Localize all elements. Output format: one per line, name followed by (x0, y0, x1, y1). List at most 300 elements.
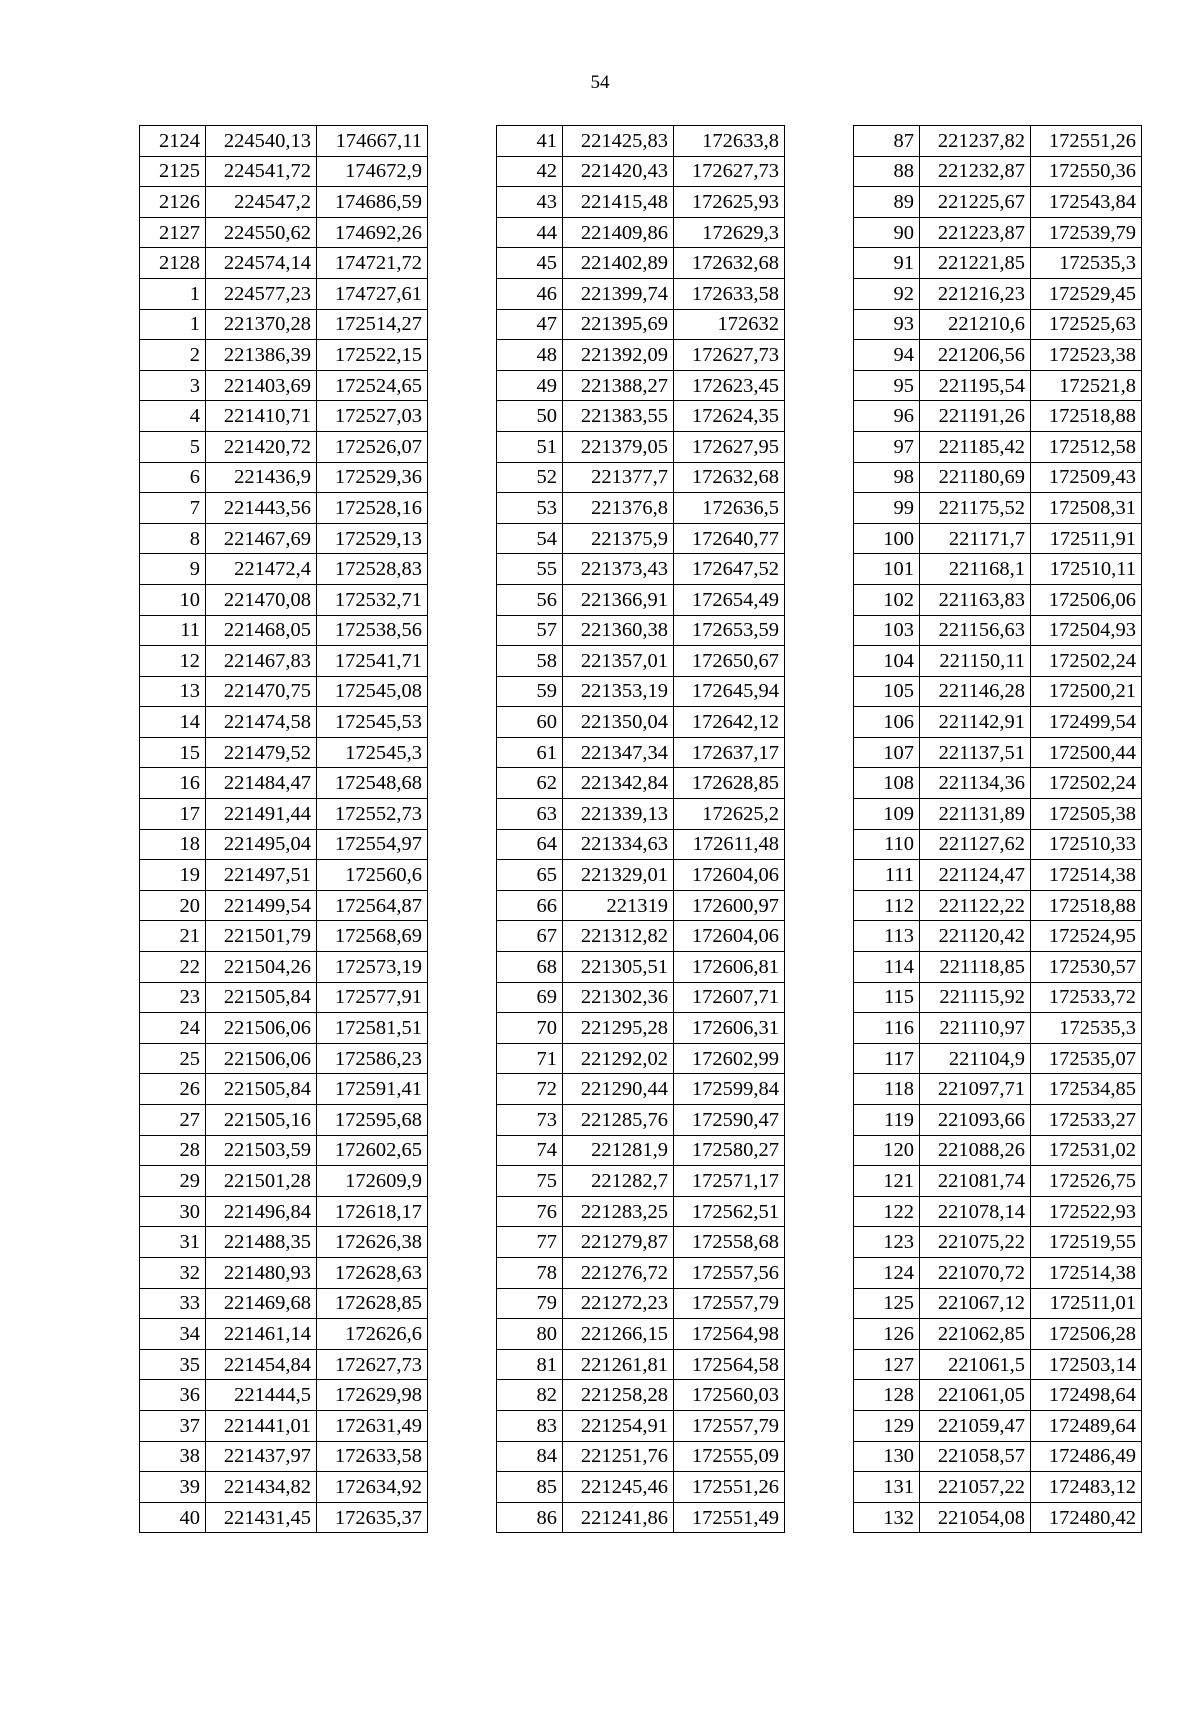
y-coordinate-cell: 172508,31 (1031, 493, 1142, 524)
point-number-cell: 122 (854, 1196, 920, 1227)
x-coordinate-cell: 221142,91 (920, 707, 1031, 738)
point-number-cell: 131 (854, 1472, 920, 1503)
point-number-cell: 73 (497, 1105, 563, 1136)
y-coordinate-cell: 172602,65 (317, 1135, 428, 1166)
table-row (854, 126, 1142, 157)
y-coordinate-cell: 172568,69 (317, 921, 428, 952)
y-coordinate-cell: 174667,11 (317, 126, 428, 157)
y-coordinate-cell: 172628,85 (674, 768, 785, 799)
x-coordinate-cell: 221395,69 (563, 309, 674, 340)
table-row (854, 646, 1142, 677)
y-coordinate-cell: 172642,12 (674, 707, 785, 738)
point-number-cell: 26 (140, 1074, 206, 1105)
point-number-cell: 125 (854, 1288, 920, 1319)
x-coordinate-cell: 221120,42 (920, 921, 1031, 952)
table-row (497, 1380, 785, 1411)
point-number-cell: 53 (497, 493, 563, 524)
table-row (854, 1380, 1142, 1411)
point-number-cell: 127 (854, 1349, 920, 1380)
y-coordinate-cell: 172634,92 (317, 1472, 428, 1503)
table-row (497, 523, 785, 554)
table-row (140, 1074, 428, 1105)
y-coordinate-cell: 172500,44 (1031, 737, 1142, 768)
point-number-cell: 88 (854, 156, 920, 187)
table-row (497, 309, 785, 340)
point-number-cell: 54 (497, 523, 563, 554)
y-coordinate-cell: 172627,95 (674, 431, 785, 462)
point-number-cell: 15 (140, 737, 206, 768)
point-number-cell: 104 (854, 646, 920, 677)
y-coordinate-cell: 172631,49 (317, 1410, 428, 1441)
x-coordinate-cell: 221441,01 (206, 1410, 317, 1441)
x-coordinate-cell: 221350,04 (563, 707, 674, 738)
y-coordinate-cell: 172525,63 (1031, 309, 1142, 340)
page-number: 54 (590, 72, 610, 93)
table-row (497, 493, 785, 524)
table-row (497, 1410, 785, 1441)
x-coordinate-cell: 221472,4 (206, 554, 317, 585)
y-coordinate-cell: 172628,63 (317, 1257, 428, 1288)
point-number-cell: 114 (854, 952, 920, 983)
table-row (497, 187, 785, 218)
x-coordinate-cell: 221097,71 (920, 1074, 1031, 1105)
x-coordinate-cell: 224577,23 (206, 278, 317, 309)
table-row (497, 248, 785, 279)
x-coordinate-cell: 221461,14 (206, 1319, 317, 1350)
point-number-cell: 31 (140, 1227, 206, 1258)
table-row (497, 1074, 785, 1105)
table-row (497, 952, 785, 983)
point-number-cell: 116 (854, 1013, 920, 1044)
point-number-cell: 110 (854, 829, 920, 860)
point-number-cell: 10 (140, 584, 206, 615)
table-row (497, 278, 785, 309)
point-number-cell: 78 (497, 1257, 563, 1288)
y-coordinate-cell: 172560,6 (317, 860, 428, 891)
x-coordinate-cell: 221115,92 (920, 982, 1031, 1013)
y-coordinate-cell: 172625,93 (674, 187, 785, 218)
point-number-cell: 8 (140, 523, 206, 554)
x-coordinate-cell: 221434,82 (206, 1472, 317, 1503)
table-row (854, 584, 1142, 615)
point-number-cell: 16 (140, 768, 206, 799)
y-coordinate-cell: 172545,3 (317, 737, 428, 768)
table-row (140, 1043, 428, 1074)
table-row (854, 431, 1142, 462)
x-coordinate-cell: 224540,13 (206, 126, 317, 157)
x-coordinate-cell: 221431,45 (206, 1502, 317, 1533)
x-coordinate-cell: 221195,54 (920, 370, 1031, 401)
x-coordinate-cell: 221474,58 (206, 707, 317, 738)
point-number-cell: 117 (854, 1043, 920, 1074)
table-row (854, 1196, 1142, 1227)
point-number-cell: 121 (854, 1166, 920, 1197)
y-coordinate-cell: 172573,19 (317, 952, 428, 983)
table-row (497, 156, 785, 187)
coordinates-table-2 (496, 125, 785, 1533)
table-row (140, 921, 428, 952)
y-coordinate-cell: 172654,49 (674, 584, 785, 615)
y-coordinate-cell: 172653,59 (674, 615, 785, 646)
x-coordinate-cell: 221302,36 (563, 982, 674, 1013)
table-row (497, 462, 785, 493)
x-coordinate-cell: 221470,08 (206, 584, 317, 615)
y-coordinate-cell: 172480,42 (1031, 1502, 1142, 1533)
point-number-cell: 49 (497, 370, 563, 401)
y-coordinate-cell: 172577,91 (317, 982, 428, 1013)
table-row (854, 187, 1142, 218)
point-number-cell: 39 (140, 1472, 206, 1503)
point-number-cell: 52 (497, 462, 563, 493)
point-number-cell: 24 (140, 1013, 206, 1044)
table-row (497, 584, 785, 615)
x-coordinate-cell: 221292,02 (563, 1043, 674, 1074)
table-row (854, 829, 1142, 860)
y-coordinate-cell: 172518,88 (1031, 401, 1142, 432)
x-coordinate-cell: 221137,51 (920, 737, 1031, 768)
y-coordinate-cell: 172604,06 (674, 921, 785, 952)
y-coordinate-cell: 172550,36 (1031, 156, 1142, 187)
y-coordinate-cell: 172555,09 (674, 1441, 785, 1472)
y-coordinate-cell: 172510,33 (1031, 829, 1142, 860)
table-row (140, 860, 428, 891)
point-number-cell: 84 (497, 1441, 563, 1472)
x-coordinate-cell: 221276,72 (563, 1257, 674, 1288)
table-row (497, 1227, 785, 1258)
table-row (497, 217, 785, 248)
table-row (497, 340, 785, 371)
x-coordinate-cell: 221312,82 (563, 921, 674, 952)
table-row (497, 1196, 785, 1227)
x-coordinate-cell: 221319 (563, 890, 674, 921)
table-row (140, 615, 428, 646)
point-number-cell: 67 (497, 921, 563, 952)
y-coordinate-cell: 172581,51 (317, 1013, 428, 1044)
x-coordinate-cell: 221484,47 (206, 768, 317, 799)
x-coordinate-cell: 221506,06 (206, 1013, 317, 1044)
point-number-cell: 36 (140, 1380, 206, 1411)
x-coordinate-cell: 221491,44 (206, 799, 317, 830)
table-row (854, 1043, 1142, 1074)
coordinates-table-3 (853, 125, 1142, 1533)
y-coordinate-cell: 172483,12 (1031, 1472, 1142, 1503)
table-row (140, 1472, 428, 1503)
x-coordinate-cell: 221081,74 (920, 1166, 1031, 1197)
y-coordinate-cell: 172624,35 (674, 401, 785, 432)
y-coordinate-cell: 172526,07 (317, 431, 428, 462)
point-number-cell: 103 (854, 615, 920, 646)
x-coordinate-cell: 221501,79 (206, 921, 317, 952)
y-coordinate-cell: 172626,38 (317, 1227, 428, 1258)
y-coordinate-cell: 172529,13 (317, 523, 428, 554)
table-row (497, 982, 785, 1013)
x-coordinate-cell: 221470,75 (206, 676, 317, 707)
y-coordinate-cell: 172607,71 (674, 982, 785, 1013)
x-coordinate-cell: 221383,55 (563, 401, 674, 432)
table-row (497, 707, 785, 738)
point-number-cell: 132 (854, 1502, 920, 1533)
y-coordinate-cell: 172502,24 (1031, 646, 1142, 677)
point-number-cell: 17 (140, 799, 206, 830)
y-coordinate-cell: 172489,64 (1031, 1410, 1142, 1441)
point-number-cell: 72 (497, 1074, 563, 1105)
x-coordinate-cell: 221254,91 (563, 1410, 674, 1441)
point-number-cell: 63 (497, 799, 563, 830)
y-coordinate-cell: 172511,91 (1031, 523, 1142, 554)
y-coordinate-cell: 172551,49 (674, 1502, 785, 1533)
table-row (140, 952, 428, 983)
table-row (854, 952, 1142, 983)
point-number-cell: 58 (497, 646, 563, 677)
point-number-cell: 5 (140, 431, 206, 462)
table-row (140, 1135, 428, 1166)
point-number-cell: 101 (854, 554, 920, 585)
x-coordinate-cell: 221410,71 (206, 401, 317, 432)
table-row (854, 1441, 1142, 1472)
table-row (140, 1288, 428, 1319)
x-coordinate-cell: 221499,54 (206, 890, 317, 921)
point-number-cell: 3 (140, 370, 206, 401)
point-number-cell: 65 (497, 860, 563, 891)
point-number-cell: 86 (497, 1502, 563, 1533)
x-coordinate-cell: 221420,72 (206, 431, 317, 462)
x-coordinate-cell: 221443,56 (206, 493, 317, 524)
point-number-cell: 43 (497, 187, 563, 218)
table-row (854, 799, 1142, 830)
table-row (854, 493, 1142, 524)
y-coordinate-cell: 172545,08 (317, 676, 428, 707)
point-number-cell: 77 (497, 1227, 563, 1258)
y-coordinate-cell: 172571,17 (674, 1166, 785, 1197)
y-coordinate-cell: 172604,06 (674, 860, 785, 891)
table-row (854, 737, 1142, 768)
y-coordinate-cell: 172535,07 (1031, 1043, 1142, 1074)
x-coordinate-cell: 221131,89 (920, 799, 1031, 830)
y-coordinate-cell: 172524,65 (317, 370, 428, 401)
y-coordinate-cell: 172522,15 (317, 340, 428, 371)
x-coordinate-cell: 221062,85 (920, 1319, 1031, 1350)
y-coordinate-cell: 172618,17 (317, 1196, 428, 1227)
table-row (140, 829, 428, 860)
table-row (497, 1166, 785, 1197)
point-number-cell: 95 (854, 370, 920, 401)
y-coordinate-cell: 172599,84 (674, 1074, 785, 1105)
point-number-cell: 2126 (140, 187, 206, 218)
y-coordinate-cell: 172557,56 (674, 1257, 785, 1288)
y-coordinate-cell: 172529,45 (1031, 278, 1142, 309)
point-number-cell: 102 (854, 584, 920, 615)
point-number-cell: 34 (140, 1319, 206, 1350)
y-coordinate-cell: 172499,54 (1031, 707, 1142, 738)
x-coordinate-cell: 221454,84 (206, 1349, 317, 1380)
x-coordinate-cell: 221059,47 (920, 1410, 1031, 1441)
table-row (497, 126, 785, 157)
y-coordinate-cell: 172511,01 (1031, 1288, 1142, 1319)
table-row (140, 248, 428, 279)
y-coordinate-cell: 172514,38 (1031, 860, 1142, 891)
table-row (497, 890, 785, 921)
table-row (854, 1166, 1142, 1197)
coordinates-table-1 (139, 125, 428, 1533)
point-number-cell: 71 (497, 1043, 563, 1074)
x-coordinate-cell: 221479,52 (206, 737, 317, 768)
point-number-cell: 23 (140, 982, 206, 1013)
point-number-cell: 89 (854, 187, 920, 218)
x-coordinate-cell: 221088,26 (920, 1135, 1031, 1166)
x-coordinate-cell: 221150,11 (920, 646, 1031, 677)
x-coordinate-cell: 224574,14 (206, 248, 317, 279)
table-row (497, 737, 785, 768)
y-coordinate-cell: 172530,57 (1031, 952, 1142, 983)
table-row (497, 921, 785, 952)
point-number-cell: 50 (497, 401, 563, 432)
table-row (854, 982, 1142, 1013)
point-number-cell: 96 (854, 401, 920, 432)
point-number-cell: 119 (854, 1105, 920, 1136)
table-row (140, 1196, 428, 1227)
table-row (497, 829, 785, 860)
table-row (140, 1502, 428, 1533)
y-coordinate-cell: 174686,59 (317, 187, 428, 218)
point-number-cell: 2125 (140, 156, 206, 187)
point-number-cell: 1 (140, 278, 206, 309)
table-row (854, 1349, 1142, 1380)
point-number-cell: 9 (140, 554, 206, 585)
point-number-cell: 99 (854, 493, 920, 524)
point-number-cell: 97 (854, 431, 920, 462)
point-number-cell: 7 (140, 493, 206, 524)
y-coordinate-cell: 172562,51 (674, 1196, 785, 1227)
x-coordinate-cell: 221342,84 (563, 768, 674, 799)
table-row (497, 615, 785, 646)
x-coordinate-cell: 221444,5 (206, 1380, 317, 1411)
x-coordinate-cell: 221420,43 (563, 156, 674, 187)
table-row (854, 1013, 1142, 1044)
table-row (497, 370, 785, 401)
table-row (854, 1319, 1142, 1350)
point-number-cell: 1 (140, 309, 206, 340)
table-row (140, 126, 428, 157)
table-row (140, 431, 428, 462)
table-row (140, 768, 428, 799)
y-coordinate-cell: 172529,36 (317, 462, 428, 493)
x-coordinate-cell: 224541,72 (206, 156, 317, 187)
x-coordinate-cell: 221295,28 (563, 1013, 674, 1044)
y-coordinate-cell: 172627,73 (674, 340, 785, 371)
point-number-cell: 100 (854, 523, 920, 554)
x-coordinate-cell: 221377,7 (563, 462, 674, 493)
y-coordinate-cell: 172541,71 (317, 646, 428, 677)
point-number-cell: 20 (140, 890, 206, 921)
x-coordinate-cell: 221399,74 (563, 278, 674, 309)
x-coordinate-cell: 221409,86 (563, 217, 674, 248)
y-coordinate-cell: 172514,27 (317, 309, 428, 340)
point-number-cell: 2128 (140, 248, 206, 279)
table-row (497, 1288, 785, 1319)
y-coordinate-cell: 172534,85 (1031, 1074, 1142, 1105)
point-number-cell: 42 (497, 156, 563, 187)
y-coordinate-cell: 172551,26 (1031, 126, 1142, 157)
x-coordinate-cell: 224550,62 (206, 217, 317, 248)
y-coordinate-cell: 172552,73 (317, 799, 428, 830)
point-number-cell: 18 (140, 829, 206, 860)
point-number-cell: 69 (497, 982, 563, 1013)
x-coordinate-cell: 221496,84 (206, 1196, 317, 1227)
point-number-cell: 25 (140, 1043, 206, 1074)
table-row (140, 1105, 428, 1136)
y-coordinate-cell: 172551,26 (674, 1472, 785, 1503)
x-coordinate-cell: 221402,89 (563, 248, 674, 279)
table-row (140, 676, 428, 707)
point-number-cell: 12 (140, 646, 206, 677)
point-number-cell: 91 (854, 248, 920, 279)
point-number-cell: 126 (854, 1319, 920, 1350)
point-number-cell: 37 (140, 1410, 206, 1441)
table-row (140, 370, 428, 401)
table-row (854, 309, 1142, 340)
x-coordinate-cell: 221127,62 (920, 829, 1031, 860)
x-coordinate-cell: 221216,23 (920, 278, 1031, 309)
table-row (854, 401, 1142, 432)
point-number-cell: 83 (497, 1410, 563, 1441)
table-row (140, 1349, 428, 1380)
y-coordinate-cell: 172512,58 (1031, 431, 1142, 462)
table-row (854, 1227, 1142, 1258)
x-coordinate-cell: 221251,76 (563, 1441, 674, 1472)
table-row (140, 1441, 428, 1472)
x-coordinate-cell: 221110,97 (920, 1013, 1031, 1044)
y-coordinate-cell: 172486,49 (1031, 1441, 1142, 1472)
x-coordinate-cell: 221070,72 (920, 1257, 1031, 1288)
table-row (854, 890, 1142, 921)
y-coordinate-cell: 172595,68 (317, 1105, 428, 1136)
table-row (140, 890, 428, 921)
y-coordinate-cell: 172560,03 (674, 1380, 785, 1411)
x-coordinate-cell: 221168,1 (920, 554, 1031, 585)
y-coordinate-cell: 172600,97 (674, 890, 785, 921)
x-coordinate-cell: 221104,9 (920, 1043, 1031, 1074)
table-row (140, 1257, 428, 1288)
x-coordinate-cell: 221134,36 (920, 768, 1031, 799)
x-coordinate-cell: 221488,35 (206, 1227, 317, 1258)
table-row (140, 1380, 428, 1411)
y-coordinate-cell: 172626,6 (317, 1319, 428, 1350)
y-coordinate-cell: 174727,61 (317, 278, 428, 309)
point-number-cell: 66 (497, 890, 563, 921)
y-coordinate-cell: 172623,45 (674, 370, 785, 401)
table-row (854, 860, 1142, 891)
point-number-cell: 22 (140, 952, 206, 983)
x-coordinate-cell: 221480,93 (206, 1257, 317, 1288)
x-coordinate-cell: 221225,67 (920, 187, 1031, 218)
point-number-cell: 28 (140, 1135, 206, 1166)
table-row (140, 737, 428, 768)
y-coordinate-cell: 172543,84 (1031, 187, 1142, 218)
table-row (854, 278, 1142, 309)
table-row (854, 1410, 1142, 1441)
x-coordinate-cell: 221357,01 (563, 646, 674, 677)
x-coordinate-cell: 224547,2 (206, 187, 317, 218)
x-coordinate-cell: 221501,28 (206, 1166, 317, 1197)
point-number-cell: 27 (140, 1105, 206, 1136)
table-row (140, 523, 428, 554)
y-coordinate-cell: 172514,38 (1031, 1257, 1142, 1288)
y-coordinate-cell: 172650,67 (674, 646, 785, 677)
table-row (140, 340, 428, 371)
y-coordinate-cell: 172548,68 (317, 768, 428, 799)
point-number-cell: 112 (854, 890, 920, 921)
x-coordinate-cell: 221281,9 (563, 1135, 674, 1166)
